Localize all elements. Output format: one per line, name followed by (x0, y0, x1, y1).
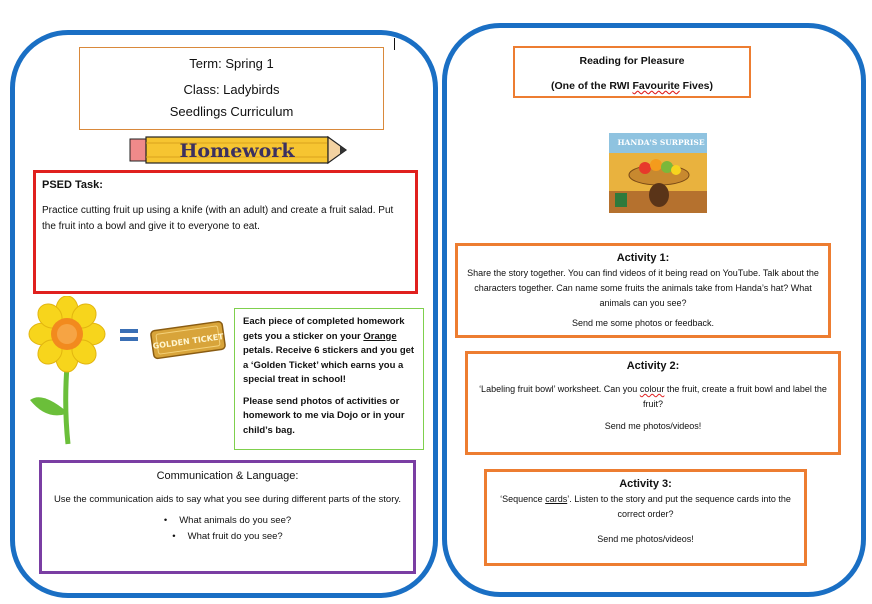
communication-bullet-list (50, 513, 405, 544)
activity-1-send: Send me some photos or feedback. (571, 318, 715, 328)
reading-heading: Reading for Pleasure (579, 55, 685, 67)
flower-icon (22, 296, 112, 446)
orange-highlight: Orange (363, 330, 397, 342)
list-item: • What fruit do you see? (50, 529, 405, 544)
equals-icon (120, 328, 138, 342)
golden-ticket-icon (146, 318, 230, 362)
communication-language-box (39, 460, 416, 574)
activity-3-send: Send me photos/videos! (597, 534, 694, 544)
activity-3-text: ‘Sequence cards’. Listen to the story and put the sequence cards into the correct order? (500, 494, 791, 519)
psed-heading: PSED Task: (42, 179, 103, 191)
activity-2-box (465, 351, 841, 455)
ticket-paragraph-1: Each piece of completed homework gets you a sticker on your Orange petals. Receive 6 stickers and you get a ‘Golden Ticket’ which earns you a special treat in school! (243, 316, 415, 385)
communication-text: Use the communication aids to say what you see during different parts of the story. (53, 494, 402, 505)
golden-ticket-text: GOLDEN TICKET (152, 332, 225, 351)
reading-subheading: (One of the RWI Favourite Fives) (551, 80, 713, 92)
book-title: HANDA'S SURPRISE (617, 138, 705, 147)
homework-banner (124, 131, 350, 169)
activity-1-heading: Activity 1: (616, 252, 670, 264)
activity-1-text: Share the story together. You can find videos of it being read on YouTube. Talk about the characters together. Can name some fruits the animals take from Handa’s hat? What animals can you see? (467, 268, 819, 308)
activity-2-heading: Activity 2: (626, 360, 680, 372)
homework-banner-text: Homework (179, 140, 295, 162)
ticket-paragraph-2: Please send photos of activities or homework to me via Dojo or in your child’s bag. (243, 395, 405, 436)
activity-2-text: ‘Labeling fruit bowl’ worksheet. Can you colour the fruit, create a fruit bowl and label the fruit? (479, 384, 827, 409)
term-label: Term: Spring 1 (189, 56, 274, 71)
book-cover-image (609, 133, 707, 213)
communication-heading: Communication & Language: (156, 470, 299, 482)
curriculum-label: Seedlings Curriculum (169, 104, 294, 119)
golden-ticket-info-box (234, 308, 424, 450)
class-label: Class: Ladybirds (183, 82, 280, 97)
title-box (79, 47, 384, 130)
reading-for-pleasure-box (513, 46, 751, 98)
activity-2-send: Send me photos/videos! (604, 421, 702, 431)
text-cursor (394, 38, 395, 50)
list-item: • What animals do you see? (50, 513, 405, 528)
activity-3-heading: Activity 3: (619, 478, 672, 490)
psed-text: Practice cutting fruit up using a knife (with an adult) and create a fruit salad. Put the fruit into a bowl and give it to everyone to eat. (42, 205, 394, 232)
activity-1-box (455, 243, 831, 338)
psed-task-box (33, 170, 418, 294)
activity-3-box (484, 469, 807, 566)
